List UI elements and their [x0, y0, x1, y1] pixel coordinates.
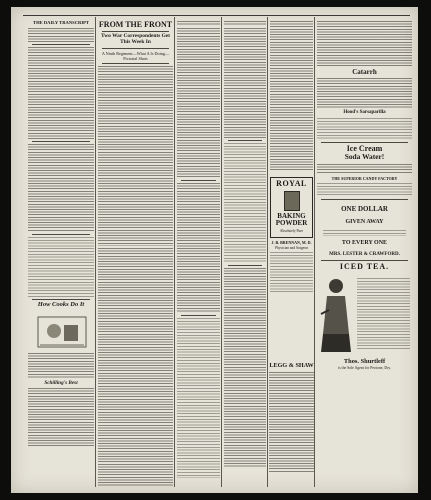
woman-illustration — [319, 274, 353, 356]
divider — [181, 180, 216, 181]
divider — [228, 265, 262, 266]
hoods-heading: Hood's Sarsaparilla — [343, 110, 386, 116]
divider — [321, 199, 408, 200]
column-rule — [174, 17, 175, 487]
candy-heading: THE SUPERIOR CANDY FACTORY — [331, 175, 398, 181]
article-body — [317, 118, 412, 140]
article-body — [317, 21, 412, 67]
divider — [228, 140, 262, 141]
column-rule — [267, 17, 268, 487]
masthead-title: THE DAILY TRANSCRIPT — [33, 20, 89, 25]
divider — [102, 31, 169, 32]
article-body — [28, 353, 94, 379]
given-away-heading: GIVEN AWAY — [345, 219, 384, 226]
article-body — [269, 372, 314, 472]
column-1 — [27, 17, 95, 487]
divider — [32, 44, 90, 45]
section-heading — [224, 21, 266, 26]
firm-name: MRS. LESTER & CRAWFORD. — [329, 252, 400, 258]
article-body — [98, 66, 173, 246]
article-body — [28, 388, 94, 448]
article-body — [28, 237, 94, 297]
front-deck: A Ninth Regiment—What A Is Doing—Pictorial Shots — [101, 50, 170, 61]
column-3 — [176, 17, 221, 487]
article-body — [317, 164, 412, 174]
article-body — [28, 144, 94, 232]
article-body — [224, 268, 266, 468]
article-body — [270, 21, 313, 171]
divider — [32, 141, 90, 142]
article-body — [323, 230, 406, 236]
iced-tea-heading: ICED TEA. — [339, 261, 390, 271]
schillings-heading: Schilling's Best — [44, 379, 78, 386]
shurtleff-heading: Thos. Shurtleff — [343, 357, 386, 365]
article-body — [224, 28, 266, 138]
cooking-illustration — [32, 311, 90, 351]
agent-line: is the Sole Agent for Peotone, Dry. — [338, 365, 391, 370]
baking-can-icon — [284, 191, 300, 211]
front-headline: FROM THE FRONT — [98, 20, 173, 29]
royal-baking: BAKING — [277, 211, 306, 220]
article-body — [317, 183, 412, 197]
divider — [102, 48, 169, 49]
iced-tea-ad — [317, 272, 412, 358]
royal-powder: POWDER — [275, 219, 308, 228]
divider — [32, 234, 90, 235]
royal-absolutely: Absolutely Pure — [279, 229, 304, 234]
column-rule — [314, 17, 315, 487]
physician-name: J. B. BRENNAN, M. D. — [271, 239, 312, 245]
article-body — [98, 248, 173, 487]
divider — [321, 260, 408, 261]
column-rule — [95, 17, 96, 487]
article-body — [177, 318, 220, 478]
divider — [102, 63, 169, 64]
catarrh-heading: Catarrh — [352, 68, 377, 76]
front-subhead: Two War Correspondents Get This Week In — [101, 33, 170, 46]
physician-sub: Physician and Surgeon — [275, 245, 308, 250]
column-6 — [316, 17, 413, 487]
article-body — [177, 183, 220, 313]
column-4 — [223, 17, 267, 487]
article-body — [317, 78, 412, 108]
article-body — [270, 252, 313, 292]
masthead-info — [28, 28, 94, 42]
column-5-lower — [269, 363, 314, 474]
iced-tea-text — [357, 278, 410, 350]
column-2 — [97, 17, 174, 487]
folio-rule — [23, 15, 410, 16]
article-body — [177, 28, 220, 178]
to-every-heading: TO EVERY ONE — [341, 239, 388, 246]
royal-baking-ad — [270, 177, 313, 238]
divider — [321, 142, 408, 143]
column-rule — [221, 17, 222, 487]
article-body — [224, 143, 266, 263]
divider — [181, 315, 216, 316]
ice-cream-heading: Ice Cream — [346, 143, 383, 153]
legg-shaw-heading: LEGG & SHAW — [269, 362, 314, 369]
royal-brand: ROYAL — [276, 179, 307, 188]
newspaper-page — [11, 7, 418, 493]
soda-heading: Soda Water! — [344, 152, 385, 162]
article-body — [28, 47, 94, 139]
divider — [32, 299, 90, 300]
cooking-heading: How Cooks Do It — [37, 300, 85, 308]
one-dollar-heading: ONE DOLLAR — [341, 204, 388, 213]
section-heading — [177, 21, 220, 26]
